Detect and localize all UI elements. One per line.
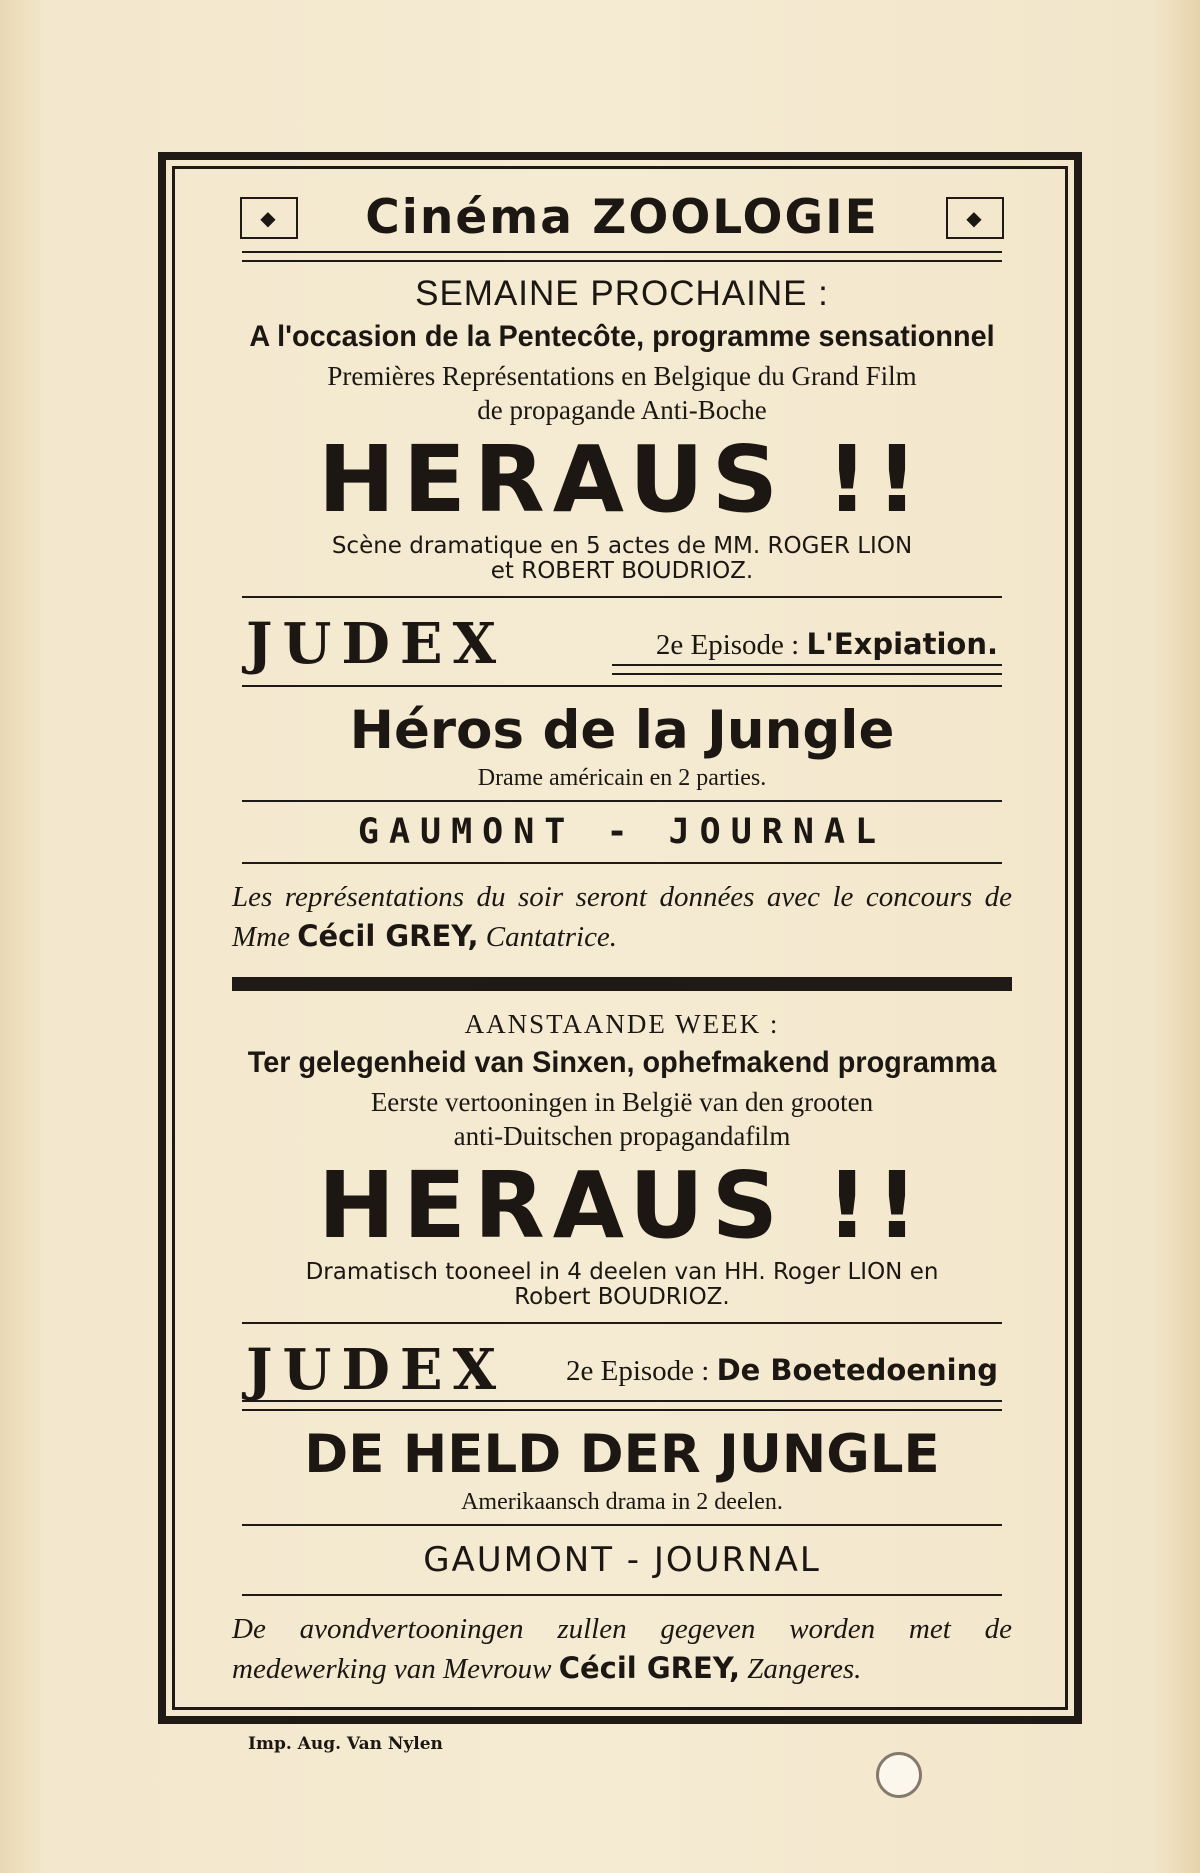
french-judex: JUDEX xyxy=(246,611,507,678)
dutch-week: AANSTAANDE WEEK : xyxy=(464,1009,780,1040)
french-movie: Héros de la Jungle xyxy=(349,700,895,762)
dutch-note-suffix: Zangeres. xyxy=(747,1652,862,1685)
dutch-episode-prefix: 2e Episode : xyxy=(565,1355,710,1388)
dutch-description-line-2: anti-Duitschen propagandafilm xyxy=(453,1120,791,1151)
french-episode-prefix: 2e Episode : xyxy=(655,629,800,662)
ornament-left-icon: ◆ xyxy=(240,197,298,239)
french-rule-4 xyxy=(242,862,1002,864)
french-rule-2 xyxy=(242,685,1002,687)
french-note xyxy=(232,878,1012,957)
french-episode-title: L'Expiation. xyxy=(806,627,998,662)
french-subtitle-line-2: et ROBERT BOUDRIOZ. xyxy=(490,557,754,584)
dutch-title: HERAUS !! xyxy=(318,1151,926,1259)
dutch-judex: JUDEX xyxy=(246,1337,507,1404)
dutch-description xyxy=(232,1086,1012,1154)
ornament-right-icon: ◆ xyxy=(946,197,1004,239)
section-divider xyxy=(232,977,1012,991)
dutch-occasion: Ter gelegenheid van Sinxen, ophefmakend programma xyxy=(247,1046,997,1080)
dutch-movie: DE HELD DER JUNGLE xyxy=(304,1424,940,1486)
french-note-prefix: Les représentations du soir seront données avec le concours de Mme xyxy=(232,880,1012,953)
dutch-gaumont: GAUMONT - JOURNAL xyxy=(423,1539,821,1580)
dutch-movie-description: Amerikaansch drama in 2 deelen. xyxy=(461,1488,783,1515)
french-rule-1 xyxy=(242,596,1002,598)
dutch-rule-1 xyxy=(242,1322,1002,1324)
french-note-suffix: Cantatrice. xyxy=(485,920,618,953)
french-episode-underline xyxy=(612,664,1002,675)
header-double-rule xyxy=(242,251,1002,262)
french-note-name: Cécil GREY, xyxy=(297,918,479,953)
dutch-subtitle-line-2: Robert BOUDRIOZ. xyxy=(514,1283,730,1310)
french-description xyxy=(232,360,1012,428)
dutch-note-prefix: De avondvertooningen zullen gegeven worden met de medewerking van Mevrouw xyxy=(232,1612,1012,1685)
french-subtitle xyxy=(232,534,1012,585)
punch-hole xyxy=(876,1752,922,1798)
dutch-episode xyxy=(566,1353,998,1388)
french-week: SEMAINE PROCHAINE : xyxy=(415,274,829,313)
french-description-line-1: Premières Représentations en Belgique du Grand Film xyxy=(327,361,917,391)
french-rule-3 xyxy=(242,800,1002,802)
dutch-rule-3 xyxy=(242,1594,1002,1596)
french-title: HERAUS !! xyxy=(318,425,926,533)
dutch-description-line-1: Eerste vertooningen in België van den grooten xyxy=(370,1087,874,1118)
french-subtitle-line-1: Scène dramatique en 5 actes de MM. ROGER LION xyxy=(331,532,913,559)
french-occasion: A l'occasion de la Pentecôte, programme sensationnel xyxy=(249,320,995,353)
dutch-note xyxy=(232,1610,1012,1689)
cinema-name: Cinéma ZOOLOGIE xyxy=(365,190,879,245)
dutch-episode-title: De Boetedoening xyxy=(716,1353,998,1388)
french-episode xyxy=(656,627,998,662)
french-gaumont: GAUMONT - JOURNAL xyxy=(357,811,887,852)
printer-credit: Imp. Aug. Van Nylen xyxy=(248,1734,443,1754)
french-movie-description: Drame américain en 2 parties. xyxy=(477,764,767,791)
cinema-header xyxy=(240,190,1004,245)
dutch-judex-row xyxy=(246,1337,998,1404)
french-description-line-2: de propagande Anti-Boche xyxy=(477,394,767,425)
dutch-subtitle-line-1: Dramatisch tooneel in 4 deelen van HH. Roger LION en xyxy=(305,1258,939,1285)
dutch-note-name: Cécil GREY, xyxy=(558,1650,740,1685)
program-content xyxy=(232,190,1012,1689)
dutch-rule-2 xyxy=(242,1524,1002,1526)
dutch-subtitle xyxy=(232,1260,1012,1311)
